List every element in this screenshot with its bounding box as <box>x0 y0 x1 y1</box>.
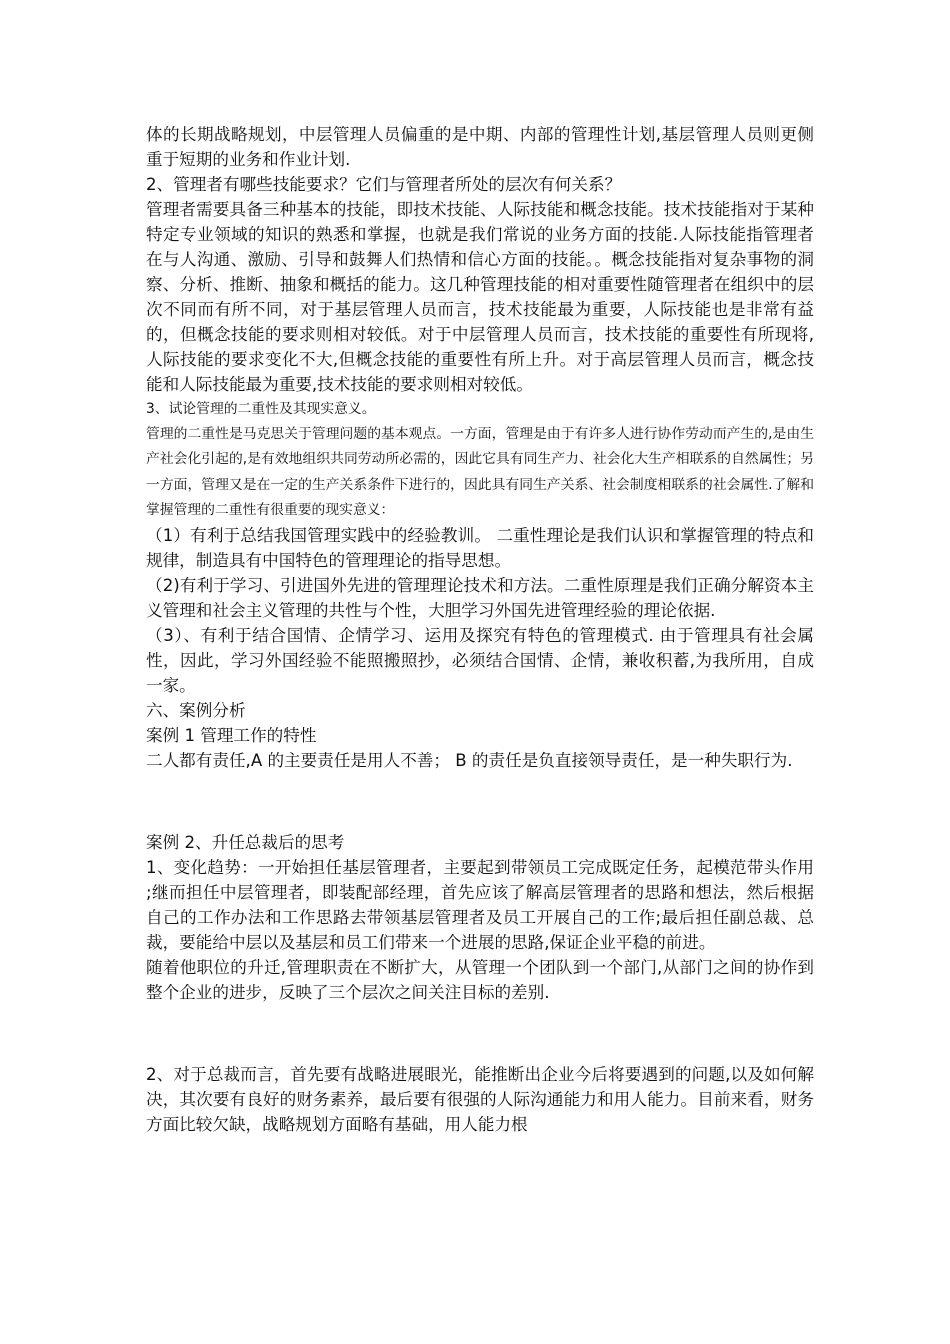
paragraph: 管理者需要具备三种基本的技能，即技术技能、人际技能和概念技能。技术技能指对于某种特定专业领域的知识的熟悉和掌握，也就是我们常说的业务方面的技能.人际技能指管理者在与人沟通、激励、引导和鼓舞人们热情和信心方面的技能。。概念技能指对复杂事物的洞察、分析、推断、抽象和概括的能力。这几种管理技能的相对重要性随管理者在组织中的层次不同而有所不同，对于基层管理人员而言，技术技能最为重要，人际技能也是非常有益的，但概念技能的要求则相对较低。对于中层管理人员而言，技术技能的重要性有所现将,人际技能的要求变化不大,但概念技能的重要性有所上升。对于高层管理人员而言，概念技能和人际技能最为重要,技术技能的要求则相对较低。 <box>146 200 814 394</box>
paragraph: 1、变化趋势：一开始担任基层管理者，主要起到带领员工完成既定任务，起模范带头作用 ;继而担任中层管理者，即装配部经理，首先应该了解高层管理者的思路和想法，然后根据自己的工作办法和工作思路去带领基层管理者及员工开展自己的工作;最后担任副总裁、总裁，要能给中层以及基层和员工们带来一个进展的思路,保证企业平稳的前进。 <box>146 858 814 953</box>
document-body <box>146 122 814 1137</box>
paragraph: 六、案例分析 <box>146 701 246 721</box>
paragraph: 2、管理者有哪些技能要求？它们与管理者所处的层次有何关系？ <box>146 175 622 194</box>
paragraph: 管理的二重性是马克思关于管理问题的基本观点。一方面，管理是由于有许多人进行协作劳动而产生的,是由生产社会化引起的,是有效地组织共同劳动所必需的，因此它具有同生产力、社会化大生产相联系的自然属性；另一方面，管理又是在一定的生产关系条件下进行的，因此具有同生产关系、社会制度相联系的社会属性.了解和掌握管理的二重性有很重要的现实意义： <box>146 426 814 518</box>
blank-line <box>146 1021 814 1046</box>
paragraph: 2、对于总裁而言，首先要有战略进展眼光，能推断出企业今后将要遇到的问题,以及如何解决，其次要有良好的财务素养，最后要有很强的人际沟通能力和用人能力。目前来看，财务方面比较欠缺，战略规划方面略有基础，用人能力根 <box>146 1065 814 1135</box>
paragraph: 案例 1 管理工作的特性 <box>146 726 317 746</box>
paragraph: （3）、有利于结合国情、企情学习、运用及探究有特色的管理模式. 由于管理具有社会属性，因此，学习外国经验不能照搬照抄，必须结合国情、企情，兼收积蓄,为我所用，自成一家。 <box>146 626 814 696</box>
paragraph: （2)有利于学习、引进国外先进的管理理论技术和方法。二重性原理是我们正确分解资本主义管理和社会主义管理的共性与个性，大胆学习外国先进管理经验的理论依据. <box>146 576 814 621</box>
paragraph: 二人都有责任,A 的主要责任是用人不善； B 的责任是负直接领导责任，是一种失职行为. <box>146 751 793 771</box>
paragraph: （1）有利于总结我国管理实践中的经验教训。 二重性理论是我们认识和掌握管理的特点和规律，制造具有中国特色的管理理论的指导思想。 <box>146 526 814 571</box>
blank-line <box>146 789 814 814</box>
paragraph: 案例 2、升任总裁后的思考 <box>146 833 345 853</box>
paragraph: 体的长期战略规划，中层管理人员偏重的是中期、内部的管理性计划,基层管理人员则更侧重于短期的业务和作业计划. <box>146 125 814 169</box>
paragraph: 3、试论管理的二重性及其现实意义。 <box>146 401 376 417</box>
paragraph: 随着他职位的升迁,管理职责在不断扩大，从管理一个团队到一个部门,从部门之间的协作到整个企业的进步，反映了三个层次之间关注目标的差别. <box>146 958 814 1003</box>
